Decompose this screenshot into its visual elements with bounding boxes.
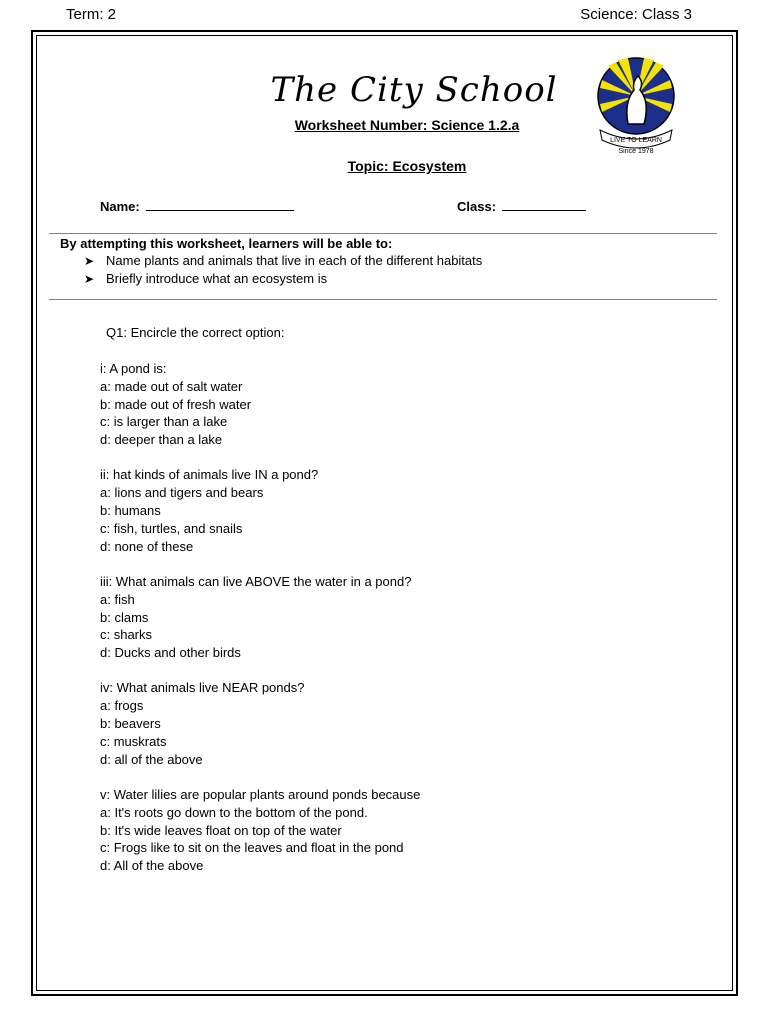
name-label: Name: [100,199,140,214]
question-prompt: i: A pond is: [100,361,167,376]
answer-option[interactable]: b: clams [100,609,149,625]
answer-option[interactable]: a: It's roots go down to the bottom of the pond. [100,804,368,820]
objective-item [60,252,482,270]
answer-option[interactable]: b: humans [100,503,161,519]
answer-option[interactable]: a: fish [100,591,135,607]
divider-bottom [49,299,717,300]
answer-option[interactable]: a: made out of salt water [100,378,243,394]
answer-option[interactable]: b: It's wide leaves float on top of the water [100,822,342,838]
q1-heading: Q1: Encircle the correct option: [106,325,285,340]
question-block [100,786,420,875]
arrow-bullet-icon: ➤ [84,254,95,268]
logo-motto: LIVE TO LEARN [610,137,662,144]
city-school-crest-icon [594,54,678,156]
term-label: Term: 2 [66,6,117,23]
answer-option[interactable]: c: muskrats [100,733,167,749]
worksheet-number: Worksheet Number: Science 1.2.a [294,117,520,133]
objectives-heading: By attempting this worksheet, learners will be able to: [60,236,393,251]
question-block [100,573,420,662]
objective-text: Name plants and animals that live in each of the different habitats [106,253,483,268]
answer-option[interactable]: d: Ducks and other birds [100,645,241,661]
worksheet-topic: Topic: Ecosystem [347,158,467,174]
question-block [100,360,420,449]
arrow-bullet-icon: ➤ [84,272,95,286]
school-name: The City School [270,70,558,110]
answer-option[interactable]: d: All of the above [100,858,204,874]
question-prompt: ii: hat kinds of animals live IN a pond? [100,467,319,483]
answer-option[interactable]: b: beavers [100,716,161,732]
objective-item [60,270,482,288]
question-prompt: iv: What animals live NEAR ponds? [100,680,305,696]
class-blank-line [502,200,586,211]
question-block [100,679,420,768]
answer-option[interactable]: c: Frogs like to sit on the leaves and float in the pond [100,840,404,856]
objectives-section [60,235,482,288]
answer-option[interactable]: d: all of the above [100,751,203,767]
answer-option[interactable]: c: is larger than a lake [100,414,228,430]
answer-option[interactable]: a: lions and tigers and bears [100,485,264,501]
answer-option[interactable]: d: deeper than a lake [100,432,223,448]
name-field [100,199,294,214]
divider-top [49,233,717,234]
question-prompt: v: Water lilies are popular plants around ponds because [100,786,421,802]
answer-option[interactable]: c: sharks [100,627,153,643]
answer-option[interactable]: d: none of these [100,538,194,554]
question-block [100,466,420,555]
name-blank-line [146,200,294,211]
logo-since: Since 1978 [618,148,654,155]
subject-class-label: Science: Class 3 [580,6,692,23]
objective-text: Briefly introduce what an ecosystem is [106,271,328,286]
answer-option[interactable]: a: frogs [100,698,144,714]
q1-section [100,324,420,892]
question-prompt: iii: What animals can live ABOVE the water in a pond? [100,573,412,589]
answer-option[interactable]: c: fish, turtles, and snails [100,520,243,536]
answer-option[interactable]: b: made out of fresh water [100,396,252,412]
class-label: Class: [457,199,497,214]
class-field [457,199,586,214]
